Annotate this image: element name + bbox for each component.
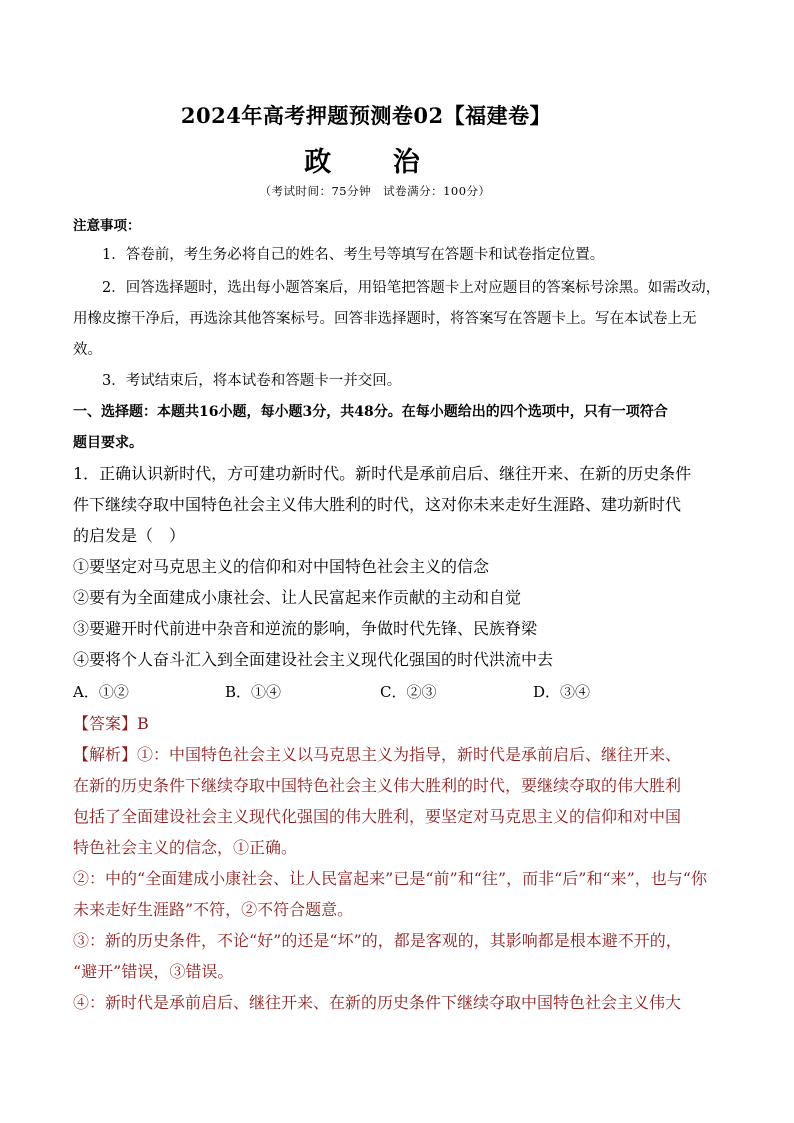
section-heading-line-1: 一、选择题：本题共16小题，每小题3分，共48分。在每小题给出的四个选项中，只有一项符合 xyxy=(73,404,668,420)
statement-4: ④要将个人奋斗汇入到全面建设社会主义现代化强国的时代洪流中去 xyxy=(73,650,554,669)
question-stem-line-1: 1．正确认识新时代，方可建功新时代。新时代是承前启后、继往开来、在新的历史条件 xyxy=(73,464,692,483)
answer-label: 【答案】B xyxy=(73,714,149,733)
analysis-line-6: 未来走好生涯路”不符，②不符合题意。 xyxy=(73,900,354,919)
page-title: 2024年高考押题预测卷02【福建卷】 xyxy=(180,103,552,128)
note-item-2-line-1: 2．回答选择题时，选出每小题答案后，用铅笔把答题卡上对应题目的答案标号涂黑。如需改动， xyxy=(102,280,721,296)
note-item-3: 3．考试结束后，将本试卷和答题卡一并交回。 xyxy=(102,373,402,389)
analysis-line-2: 在新的历史条件下继续夺取中国特色社会主义伟大胜利的时代，要继续夺取的伟大胜利 xyxy=(73,776,682,795)
question-stem-line-2: 件下继续夺取中国特色社会主义伟大胜利的时代，这对你未来走好生涯路、建功新时代 xyxy=(73,495,682,514)
notes-heading: 注意事项： xyxy=(73,218,141,234)
question-stem-line-3: 的启发是（ ） xyxy=(73,526,186,545)
analysis-line-3: 包括了全面建设社会主义现代化强国的伟大胜利，要坚定对马克思主义的信仰和对中国 xyxy=(73,807,682,826)
section-heading-line-2: 题目要求。 xyxy=(73,435,143,451)
analysis-line-5: ②：中的“全面建成小康社会、让人民富起来”已是“前”和“往”，而非“后”和“来”，也与“你 xyxy=(73,869,707,888)
option-a: A．①② xyxy=(73,683,129,701)
option-d: D．③④ xyxy=(533,683,591,701)
note-item-1: 1．答卷前，考生务必将自己的姓名、考生号等填写在答题卡和试卷指定位置。 xyxy=(102,247,605,263)
exam-info: （考试时间：75分钟 试卷满分：100分） xyxy=(259,184,491,198)
analysis-line-7: ③：新的历史条件，不论“好”的还是“坏”的，都是客观的，其影响都是根本避不开的， xyxy=(73,931,682,950)
statement-2: ②要有为全面建成小康社会、让人民富起来作贡献的主动和自觉 xyxy=(73,588,522,607)
statement-3: ③要避开时代前进中杂音和逆流的影响，争做时代先锋、民族脊梁 xyxy=(73,619,538,638)
analysis-line-9: ④：新时代是承前启后、继往开来、在新的历史条件下继续夺取中国特色社会主义伟大 xyxy=(73,993,682,1012)
analysis-line-1: 【解析】①：中国特色社会主义以马克思主义为指导，新时代是承前启后、继往开来、 xyxy=(73,745,682,764)
subject-title: 政 治 xyxy=(304,147,446,178)
option-b: B．①④ xyxy=(225,683,282,701)
statement-1: ①要坚定对马克思主义的信仰和对中国特色社会主义的信念 xyxy=(73,557,490,576)
note-item-2-line-3: 效。 xyxy=(73,342,102,358)
analysis-line-8: “避开”错误，③错误。 xyxy=(73,962,234,981)
note-item-2-line-2: 用橡皮擦干净后，再选涂其他答案标号。回答非选择题时，将答案写在答题卡上。写在本试卷上无 xyxy=(73,311,697,327)
option-c: C．②③ xyxy=(380,683,437,701)
analysis-line-4: 特色社会主义的信念，①正确。 xyxy=(73,838,298,857)
